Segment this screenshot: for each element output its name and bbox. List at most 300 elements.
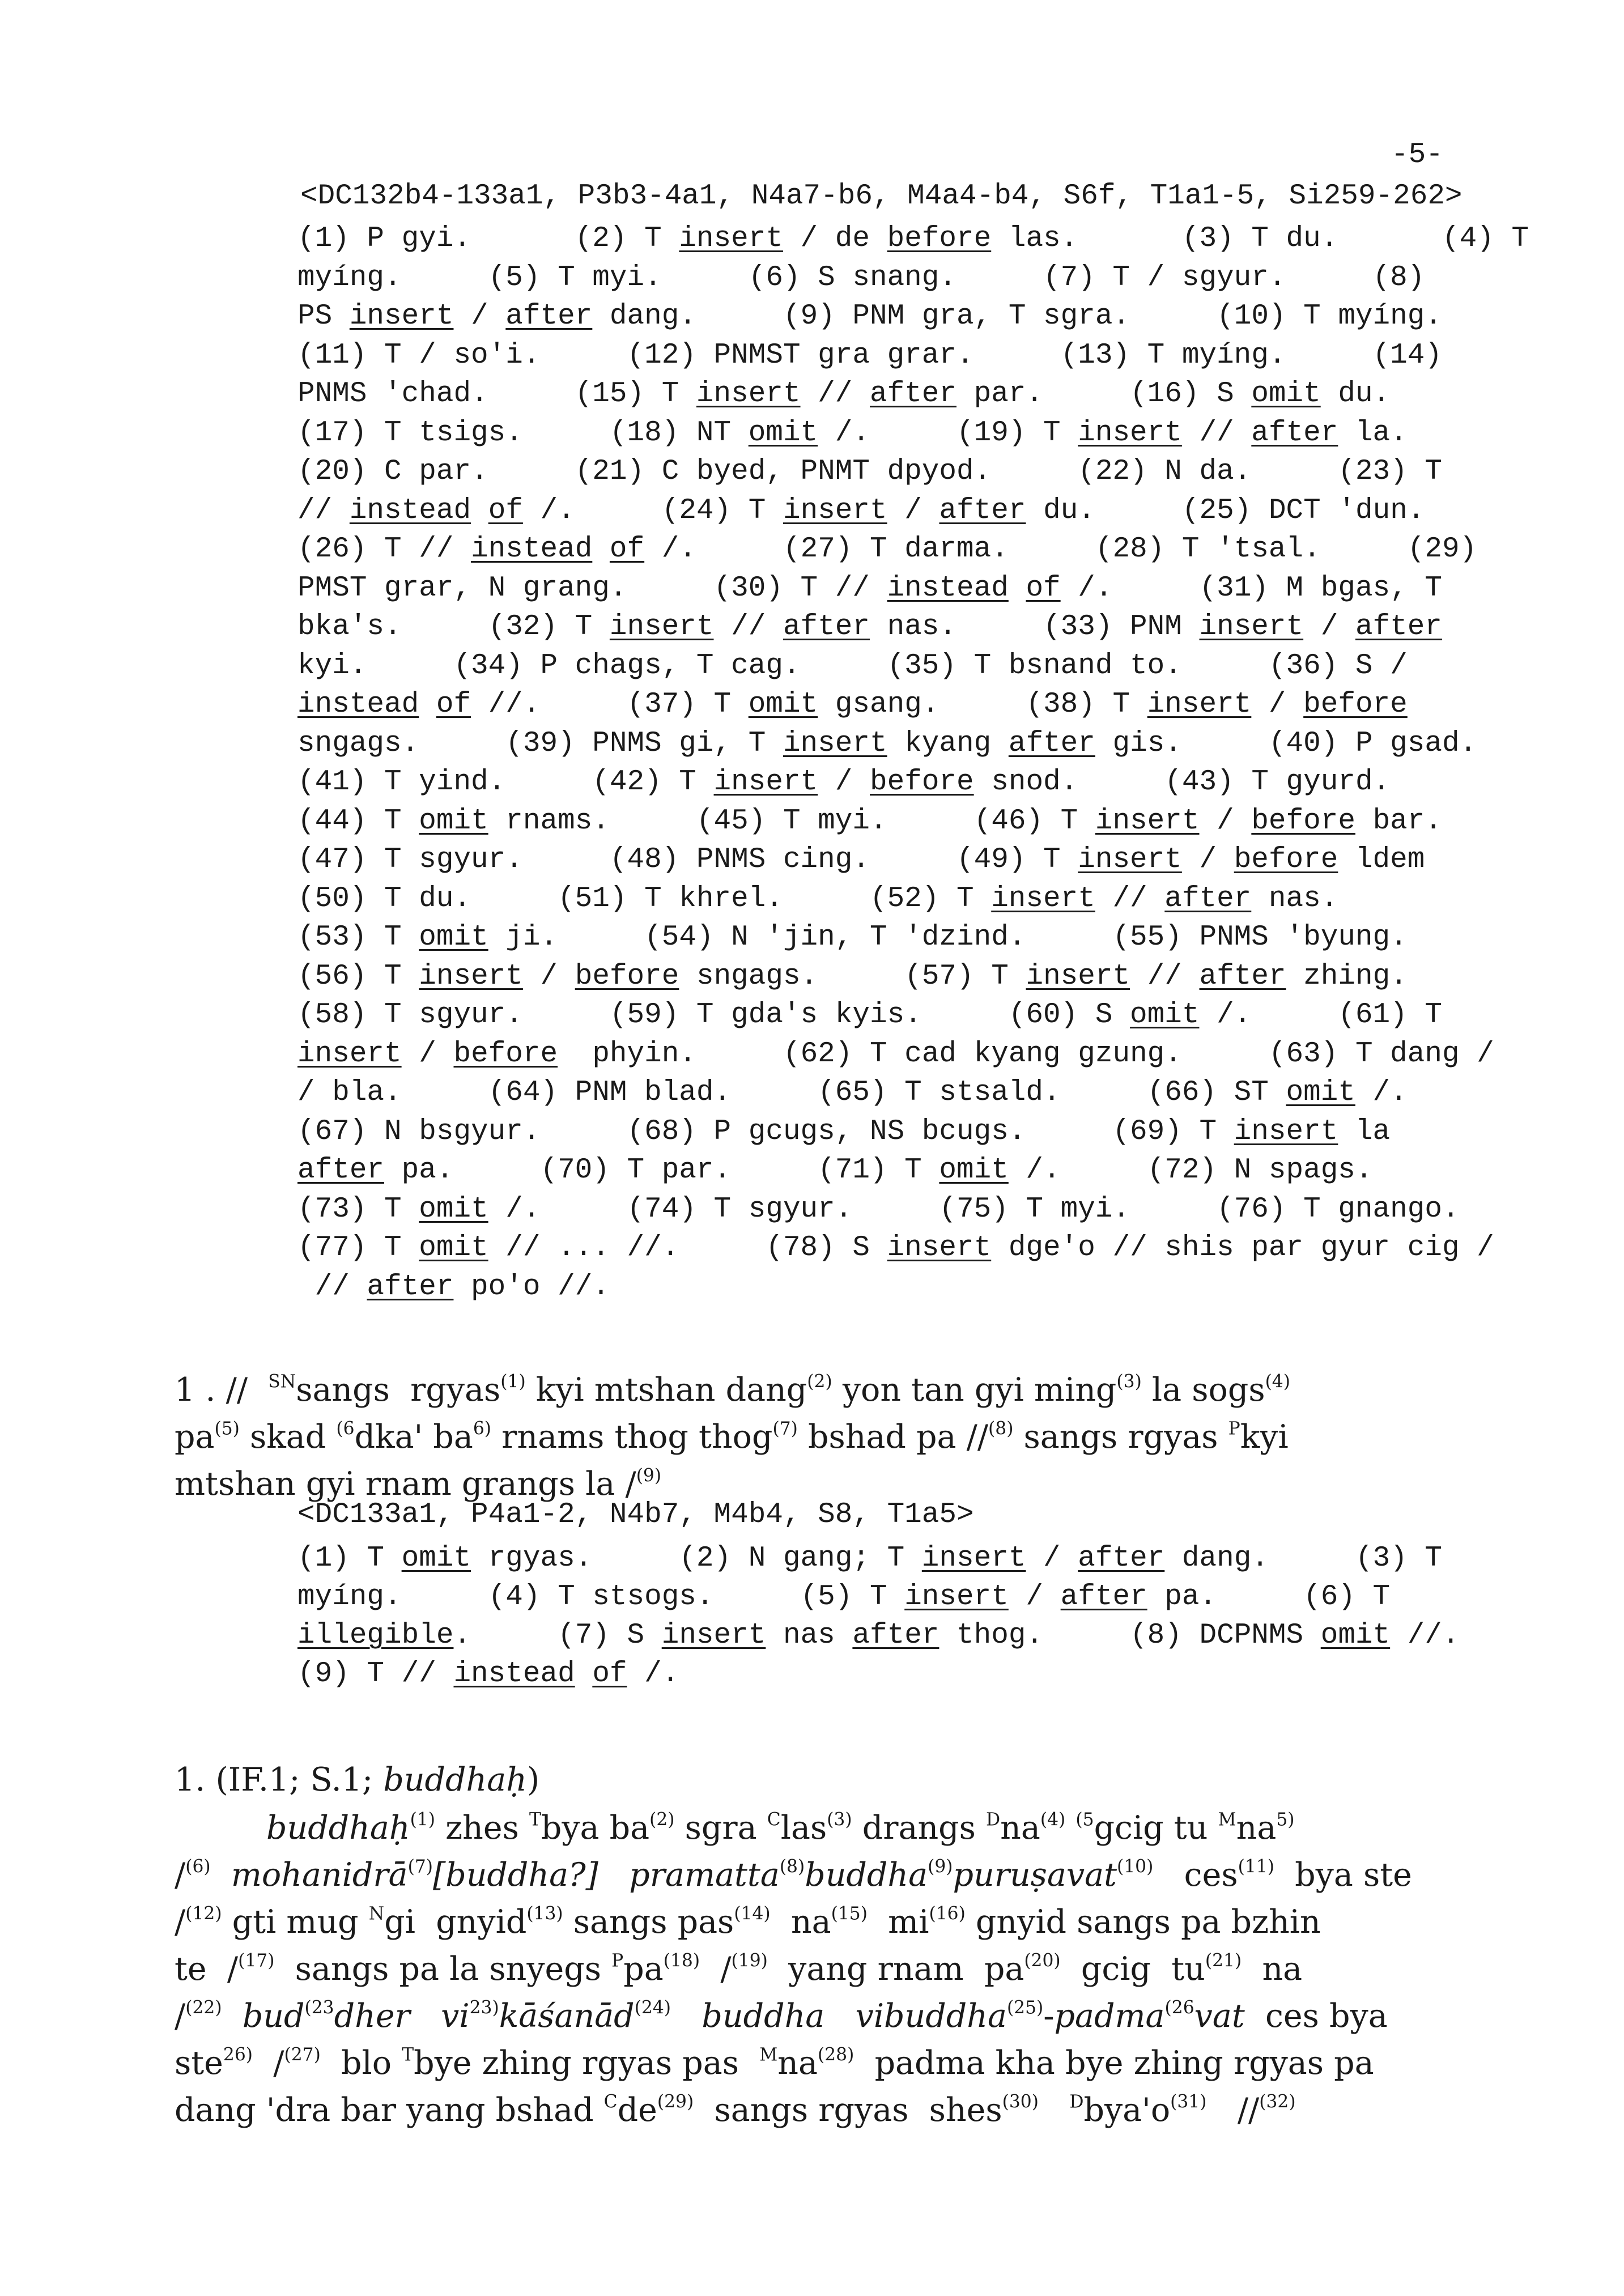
- apparatus-line: [297, 1077, 1408, 1109]
- apparatus-line: [297, 262, 1425, 294]
- underlined-term: omit: [748, 688, 818, 721]
- apparatus-line: [297, 533, 1477, 566]
- underlined-term: after: [1164, 882, 1252, 915]
- underlined-term: omit: [419, 1193, 488, 1226]
- text-run: [824, 1997, 855, 2035]
- text-run: (9) T //: [297, 1658, 454, 1690]
- text-run: [419, 688, 436, 721]
- text-run: ): [526, 1761, 540, 1798]
- text-run: de: [617, 2091, 657, 2129]
- text-run: pramatta: [629, 1856, 780, 1894]
- underlined-term: insert: [1234, 1115, 1338, 1148]
- text-run: //: [713, 611, 783, 643]
- text-run: dge'o // shis par gyur cig /: [991, 1232, 1494, 1264]
- underlined-term: insert: [349, 300, 454, 333]
- text-run: buddha: [805, 1856, 928, 1894]
- underlined-term: instead: [349, 494, 471, 527]
- text-run: [222, 1997, 243, 2035]
- text-run: bya'o: [1083, 2091, 1171, 2129]
- text-run: [buddha?]: [433, 1856, 598, 1894]
- text-run: bye zhing rgyas pas: [414, 2044, 760, 2082]
- note-marker: (8): [988, 1418, 1014, 1439]
- text-run: vat: [1194, 1997, 1245, 2035]
- text-line: [175, 1997, 1388, 2035]
- apparatus-line: [297, 456, 1442, 488]
- text-run: / de: [783, 223, 887, 255]
- underlined-term: before: [887, 223, 992, 255]
- note-marker: (31): [1170, 2091, 1207, 2112]
- text-run: mi: [867, 1903, 929, 1941]
- note-marker: (6: [336, 1418, 355, 1439]
- text-run: padma kha bye zhing rgyas pa: [854, 2044, 1374, 2082]
- apparatus-line: [297, 572, 1442, 605]
- text-run: buddhaḥ: [266, 1809, 410, 1847]
- text-run: (50) T du. (51) T khrel. (52) T: [297, 882, 992, 915]
- apparatus-line: [297, 844, 1425, 876]
- text-run: /.: [627, 1658, 679, 1690]
- witness-marker: D: [1069, 2091, 1084, 2112]
- text-run: sangs pa la snyegs: [274, 1950, 612, 1988]
- underlined-term: omit: [1130, 999, 1200, 1031]
- text-run: te /: [175, 1950, 239, 1988]
- underlined-term: insert: [1147, 688, 1252, 721]
- text-run: ldem: [1338, 844, 1425, 876]
- text-run: gnyid sangs pa bzhin: [965, 1903, 1321, 1941]
- underlined-term: after: [505, 300, 593, 333]
- text-run: na: [777, 2044, 818, 2082]
- underlined-term: omit: [419, 1232, 488, 1264]
- text-run: yang rnam pa: [767, 1950, 1024, 1988]
- note-marker: (21): [1205, 1950, 1242, 1971]
- witness-marker: T: [402, 2044, 414, 2065]
- text-run: //: [1206, 2091, 1260, 2129]
- text-run: [1009, 572, 1026, 605]
- text-run: skad: [239, 1418, 337, 1456]
- underlined-term: of: [592, 1658, 627, 1690]
- underlined-term: insert: [297, 1038, 402, 1070]
- text-run: nas.: [1251, 882, 1338, 915]
- note-marker: (25): [1006, 1997, 1044, 2018]
- note-marker: (30): [1002, 2091, 1039, 2112]
- apparatus-line: [297, 688, 1408, 721]
- text-run: sangs rgyas: [1013, 1418, 1228, 1456]
- text-run: na: [1236, 1809, 1277, 1847]
- note-marker: 6): [473, 1418, 492, 1439]
- underlined-term: instead: [887, 572, 1009, 605]
- witness-marker: T: [529, 1809, 541, 1830]
- text-run: gsang. (38) T: [818, 688, 1147, 721]
- text-line: [175, 2044, 1374, 2082]
- underlined-term: of: [436, 688, 471, 721]
- underlined-term: insert: [609, 611, 714, 643]
- note-marker: (32): [1259, 2091, 1296, 2112]
- underlined-term: after: [1199, 960, 1286, 993]
- underlined-term: illegible: [297, 1619, 454, 1652]
- apparatus-line: [297, 1193, 1460, 1226]
- text-run: dang. (9) PNM gra, T sgra. (10) T myíng.: [592, 300, 1442, 333]
- text-run: /: [522, 960, 575, 993]
- text-run: [592, 533, 610, 566]
- underlined-term: before: [1251, 805, 1355, 837]
- text-run: myíng. (4) T stsogs. (5) T: [297, 1581, 905, 1613]
- underlined-term: omit: [1251, 378, 1321, 410]
- text-run: /: [253, 2044, 284, 2082]
- underlined-term: insert: [1095, 805, 1200, 837]
- text-run: (67) N bsgyur. (68) P gcugs, NS bcugs. (69) T: [297, 1115, 1234, 1148]
- text-run: //: [1095, 882, 1165, 915]
- text-run: pa: [623, 1950, 664, 1988]
- text-run: sngags. (57) T: [679, 960, 1026, 993]
- text-run: gcig tu: [1094, 1809, 1218, 1847]
- note-marker: (15): [831, 1903, 868, 1924]
- text-run: /: [175, 1903, 186, 1941]
- apparatus-line: [297, 650, 1408, 682]
- note-marker: (28): [817, 2044, 854, 2065]
- text-run: pa. (6) T: [1147, 1581, 1391, 1613]
- note-marker: (7): [772, 1418, 798, 1439]
- text-run: /: [818, 766, 870, 798]
- note-marker: (8): [779, 1856, 805, 1877]
- text-run: bya ba: [541, 1809, 650, 1847]
- text-run: bka's. (32) T: [297, 611, 610, 643]
- text-run: rnams. (45) T myi. (46) T: [488, 805, 1095, 837]
- apparatus-line: [297, 1581, 1390, 1613]
- text-run: buddha: [702, 1997, 825, 2035]
- underlined-term: of: [1026, 572, 1061, 605]
- text-run: [211, 1856, 231, 1894]
- text-run: mohanidrā: [231, 1856, 408, 1894]
- text-run: //. (37) T: [471, 688, 749, 721]
- text-run: /: [1008, 1581, 1061, 1613]
- underlined-term: omit: [419, 805, 488, 837]
- text-run: dang 'dra bar yang bshad: [175, 2091, 604, 2129]
- text-run: // ... //. (78) S: [488, 1232, 887, 1264]
- text-run: (1) P gyi. (2) T: [297, 223, 679, 255]
- note-marker: (10): [1116, 1856, 1154, 1877]
- note-marker: (1): [500, 1371, 526, 1392]
- text-run: [671, 1997, 702, 2035]
- text-run: gti mug: [222, 1903, 369, 1941]
- text-run: sgra: [674, 1809, 767, 1847]
- text-run: rgyas. (2) N gang; T: [471, 1542, 922, 1575]
- text-run: kyi. (34) P chags, T cag. (35) T bsnand to. (36) S /: [297, 649, 1408, 682]
- text-run: nas: [766, 1619, 853, 1652]
- witness-marker: D: [986, 1809, 1001, 1830]
- text-run: [598, 1856, 629, 1894]
- text-run: //: [1181, 416, 1252, 449]
- note-marker: (9): [636, 1465, 662, 1486]
- text-run: [1039, 2091, 1069, 2129]
- text-run: myíng. (5) T myi. (6) S snang. (7) T / sgyur. (8): [297, 261, 1425, 294]
- underlined-term: before: [1234, 844, 1338, 876]
- underlined-term: after: [939, 494, 1026, 527]
- note-marker: (17): [238, 1950, 275, 1971]
- note-marker: (2): [649, 1809, 675, 1830]
- text-run: (26) T //: [297, 533, 471, 566]
- text-run: /: [1303, 611, 1355, 643]
- underlined-term: after: [1078, 1542, 1165, 1575]
- note-marker: (4): [1265, 1371, 1290, 1392]
- text-run: du. (25) DCT 'dun.: [1026, 494, 1425, 527]
- apparatus-line: [297, 1271, 610, 1303]
- text-run: (47) T sgyur. (48) PNMS cing. (49) T: [297, 844, 1078, 876]
- text-run: /: [1181, 844, 1234, 876]
- text-run: /: [401, 1038, 454, 1070]
- underlined-term: insert: [887, 1232, 992, 1264]
- apparatus-line: [297, 417, 1408, 449]
- apparatus-line: [297, 1232, 1494, 1264]
- text-run: buddhaḥ: [383, 1761, 527, 1798]
- text-run: bya ste: [1274, 1856, 1412, 1894]
- text-run: PNMS 'chad. (15) T: [297, 378, 696, 410]
- text-run: na: [770, 1903, 831, 1941]
- underlined-term: insert: [991, 882, 1095, 915]
- apparatus-line: [297, 339, 1442, 372]
- text-line: [175, 1903, 1321, 1941]
- underlined-term: before: [1303, 688, 1408, 721]
- apparatus-line: [297, 999, 1442, 1031]
- text-run: las: [780, 1809, 827, 1847]
- text-line: [175, 2091, 1296, 2129]
- underlined-term: after: [783, 611, 870, 643]
- text-run: ces: [1153, 1856, 1238, 1894]
- text-run: gi gnyid: [384, 1903, 527, 1941]
- text-run: -: [1043, 1997, 1055, 2035]
- text-run: vi: [441, 1997, 470, 2035]
- note-marker: 5): [1276, 1809, 1295, 1830]
- underlined-term: omit: [1286, 1077, 1355, 1109]
- note-marker: (12): [185, 1903, 222, 1924]
- note-marker: (24): [634, 1997, 671, 2018]
- underlined-term: insert: [1078, 416, 1182, 449]
- text-run: [575, 1658, 593, 1690]
- text-run: [410, 1997, 441, 2035]
- underlined-term: insert: [783, 494, 887, 527]
- witness-marker: N: [368, 1903, 385, 1924]
- text-run: par. (16) S: [956, 378, 1252, 410]
- note-marker: (13): [526, 1903, 563, 1924]
- text-run: 1. (IF.1; S.1;: [175, 1761, 384, 1798]
- note-marker: (23: [304, 1997, 334, 2018]
- underlined-term: after: [1355, 611, 1442, 643]
- text-run: /: [887, 494, 939, 527]
- apparatus-line: [297, 378, 1390, 410]
- text-run: PMST grar, N grang. (30) T //: [297, 572, 887, 605]
- underlined-term: after: [297, 1154, 385, 1187]
- underlined-term: of: [488, 494, 523, 527]
- text-run: (44) T: [297, 805, 419, 837]
- text-run: (41) T yind. (42) T: [297, 766, 714, 798]
- underlined-term: omit: [939, 1154, 1009, 1187]
- text-run: /: [175, 1997, 186, 2035]
- text-run: du.: [1320, 378, 1391, 410]
- apparatus-line: [297, 1619, 1460, 1652]
- text-run: na: [1000, 1809, 1040, 1847]
- note-marker: (2): [807, 1371, 832, 1392]
- text-run: pa. (70) T par. (71) T: [384, 1154, 939, 1187]
- text-run: blo: [320, 2044, 402, 2082]
- note-marker: (29): [657, 2091, 694, 2112]
- text-run: //.: [1390, 1619, 1460, 1652]
- text-run: na: [1242, 1950, 1303, 1988]
- note-marker: (3): [827, 1809, 852, 1830]
- text-run: /. (27) T darma. (28) T 'tsal. (29): [644, 533, 1477, 566]
- underlined-term: insert: [713, 766, 818, 798]
- text-run: thog. (8) DCPNMS: [939, 1619, 1321, 1652]
- witness-marker: C: [767, 1809, 781, 1830]
- note-marker: (20): [1024, 1950, 1061, 1971]
- block1-sigla: <DC132b4-133a1, P3b3-4a1, N4a7-b6, M4a4-b4, S6f, T1a1-5, Si259-262>: [300, 180, 1463, 212]
- text-run: [471, 495, 488, 527]
- text-run: ji. (54) N 'jin, T 'dzind. (55) PNMS 'byung.: [488, 921, 1408, 954]
- text-run: kāśanād: [499, 1997, 635, 2035]
- text-run: /: [175, 1856, 186, 1894]
- witness-marker: P: [1228, 1418, 1240, 1439]
- underlined-term: before: [870, 766, 974, 798]
- text-line: [175, 1465, 661, 1503]
- apparatus-line: [297, 1154, 1373, 1187]
- underlined-term: before: [575, 960, 679, 993]
- underlined-term: after: [1008, 727, 1095, 760]
- apparatus-line: [297, 300, 1442, 333]
- note-marker: (5): [214, 1418, 240, 1439]
- text-run: las. (3) T du. (4) T: [991, 223, 1529, 255]
- underlined-term: insert: [1199, 611, 1304, 643]
- text-run: /. (72) N spags.: [1008, 1154, 1373, 1187]
- witness-marker: C: [603, 2091, 618, 2112]
- text-run: drangs: [852, 1809, 987, 1847]
- note-marker: (26: [1164, 1997, 1194, 2018]
- apparatus-line: [297, 611, 1442, 643]
- note-marker: (7): [407, 1856, 433, 1877]
- apparatus-line: [297, 766, 1390, 798]
- note-marker: (3): [1116, 1371, 1142, 1392]
- apparatus-line: [297, 921, 1408, 954]
- text-run: 1 . //: [175, 1371, 269, 1409]
- text-run: pa: [175, 1418, 215, 1456]
- text-run: rnams thog thog: [491, 1418, 773, 1456]
- witness-marker: SN: [268, 1371, 296, 1392]
- underlined-term: insert: [679, 223, 783, 255]
- note-marker: (27): [284, 2044, 321, 2065]
- text-run: /. (24) T: [522, 494, 783, 527]
- text-run: (58) T sgyur. (59) T gda's kyis. (60) S: [297, 999, 1130, 1031]
- witness-marker: M: [1218, 1809, 1236, 1830]
- text-run: (53) T: [297, 921, 419, 954]
- underlined-term: before: [453, 1038, 558, 1070]
- text-run: sngags. (39) PNMS gi, T: [297, 727, 783, 760]
- text-run: ces bya: [1244, 1997, 1388, 2035]
- text-run: gcig tu: [1060, 1950, 1205, 1988]
- text-run: zhes: [435, 1809, 529, 1847]
- text-line: [175, 1371, 1290, 1409]
- text-run: [1065, 1809, 1075, 1847]
- underlined-term: insert: [904, 1581, 1009, 1613]
- note-marker: 26): [223, 2044, 253, 2065]
- apparatus-line: [297, 960, 1408, 993]
- underlined-term: insert: [696, 378, 801, 410]
- note-marker: (4): [1040, 1809, 1066, 1830]
- note-marker: (11): [1238, 1856, 1274, 1877]
- apparatus-line: [297, 883, 1338, 915]
- text-run: ste: [175, 2044, 223, 2082]
- page-number: -5-: [1391, 139, 1443, 171]
- text-run: dka' ba: [354, 1418, 473, 1456]
- witness-marker: M: [759, 2044, 778, 2065]
- text-run: /.: [1355, 1077, 1408, 1109]
- text-run: PS: [297, 300, 350, 333]
- apparatus-line: [297, 805, 1442, 837]
- text-run: mtshan gyi rnam grangs la /: [175, 1465, 636, 1503]
- apparatus-line: [297, 495, 1425, 527]
- underlined-term: insert: [419, 960, 523, 993]
- note-marker: (22): [185, 1997, 222, 2018]
- text-run: //: [800, 378, 870, 410]
- text-run: /: [700, 1950, 732, 1988]
- underlined-term: omit: [1320, 1619, 1391, 1652]
- text-run: . (7) S: [453, 1619, 662, 1652]
- note-marker: (5: [1075, 1809, 1094, 1830]
- underlined-term: instead: [297, 688, 419, 721]
- text-run: dher: [334, 1997, 410, 2035]
- text-run: (1) T: [297, 1542, 402, 1575]
- text-line: [175, 1418, 1289, 1456]
- text-run: puruṣavat: [953, 1856, 1117, 1894]
- text-run: bud: [242, 1997, 305, 2035]
- underlined-term: after: [1251, 416, 1338, 449]
- text-line: [175, 1856, 1412, 1894]
- text-run: //: [1130, 960, 1200, 993]
- apparatus-line: [297, 728, 1477, 760]
- underlined-term: insert: [783, 727, 887, 760]
- underlined-term: instead: [453, 1658, 575, 1690]
- apparatus-line: [297, 1658, 679, 1690]
- text-run: (73) T: [297, 1193, 419, 1226]
- underlined-term: omit: [401, 1542, 471, 1575]
- text-run: la.: [1338, 416, 1408, 449]
- text-run: sangs pas: [563, 1903, 734, 1941]
- text-run: /: [453, 300, 506, 333]
- underlined-term: insert: [661, 1619, 766, 1652]
- underlined-term: after: [1060, 1581, 1147, 1613]
- text-run: /. (19) T: [818, 416, 1078, 449]
- underlined-term: of: [609, 533, 645, 566]
- text-line: [175, 1950, 1302, 1988]
- underlined-term: after: [367, 1270, 454, 1303]
- text-run: (56) T: [297, 960, 419, 993]
- block2-sigla: <DC133a1, P4a1-2, N4b7, M4b4, S8, T1a5>: [297, 1499, 974, 1531]
- text-run: gis. (40) P gsad.: [1095, 727, 1477, 760]
- text-run: /: [1199, 805, 1252, 837]
- text-run: kyi: [1240, 1418, 1289, 1456]
- text-run: dang. (3) T: [1164, 1542, 1442, 1575]
- text-run: bshad pa //: [797, 1418, 989, 1456]
- underlined-term: insert: [1078, 844, 1182, 876]
- text-run: snod. (43) T gyurd.: [973, 766, 1391, 798]
- text-run: (77) T: [297, 1232, 419, 1264]
- text-run: /. (31) M bgas, T: [1060, 572, 1442, 605]
- text-run: //: [297, 1270, 367, 1303]
- underlined-term: insert: [1026, 960, 1130, 993]
- underlined-term: after: [869, 378, 957, 410]
- text-run: sangs rgyas shes: [694, 2091, 1002, 2129]
- text-run: //: [297, 494, 350, 527]
- text-run: nas. (33) PNM: [869, 611, 1200, 643]
- text-run: /. (61) T: [1199, 999, 1442, 1031]
- underlined-term: insert: [921, 1542, 1026, 1575]
- note-marker: (9): [928, 1856, 953, 1877]
- underlined-term: after: [852, 1619, 939, 1652]
